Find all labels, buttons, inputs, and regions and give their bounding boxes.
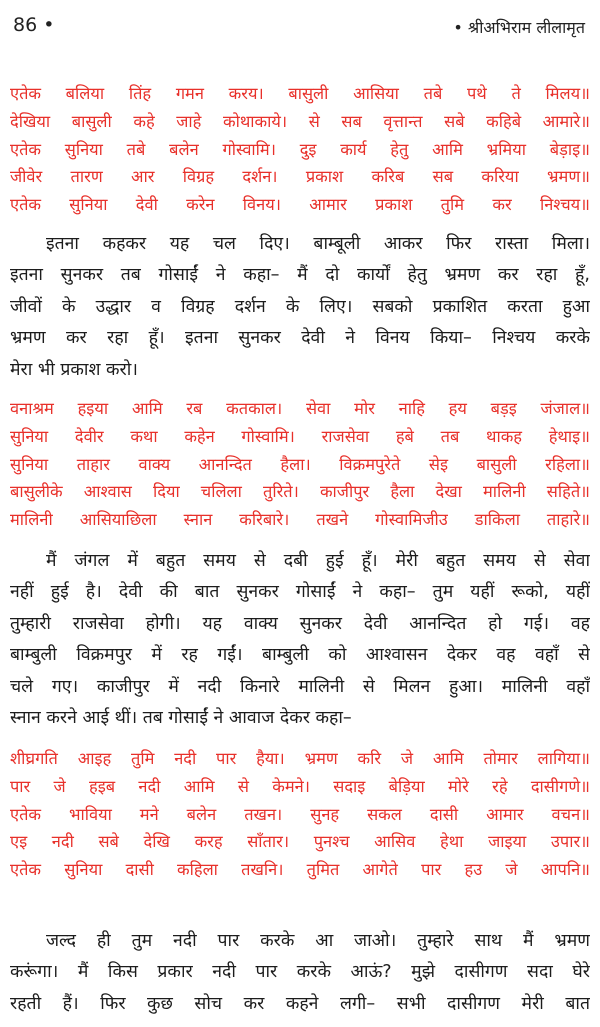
verse-line: शीघ्रगति आइह तुमि नदी पार हैया। भ्रमण करि जे आमि तोमार लागिया॥ <box>10 749 590 768</box>
verse-line: एतेक सुनिया दासी कहिला तखनि। तुमित आगेते पार हउ जे आपनि॥ <box>10 860 590 880</box>
prose-line: चले गए। काजीपुर में नदी किनारे मालिनी से मिलन हुआ। मालिनी वहाँ <box>10 676 590 697</box>
page-number: 86 • <box>13 14 55 36</box>
prose-line: जल्द ही तुम नदी पार करके आ जाओ। तुम्हारे साथ मैं भ्रमण <box>46 931 590 951</box>
prose-line: रहती हैं। फिर कुछ सोच कर कहने लगी– सभी दासीगण मेरी बात <box>10 993 590 1014</box>
page-header <box>0 0 600 44</box>
prose-line: इतना सुनकर तब गोसाईं ने कहा– मैं दो कार्यों हेतु भ्रमण कर रहा हूँ, <box>10 265 590 286</box>
verse-line: जीवेर तारण आर विग्रह दर्शन। प्रकाश करिब सब करिया भ्रमण॥ <box>10 167 590 187</box>
prose-paragraph-2 <box>10 546 590 734</box>
prose-line: तुम्हारी राजसेवा होगी। यह वाक्य सुनकर देवी आनन्दित हो गई। वह <box>10 613 590 634</box>
prose-line: मैं जंगल में बहुत समय से दबी हुई हूँ। मेरी बहुत समय से सेवा <box>46 551 590 571</box>
verse-line: बासुलीके आश्वास दिया चलिला तुरिते। काजीपुर हैला देखा मालिनी सहिते॥ <box>10 482 590 502</box>
prose-paragraph-3 <box>10 926 590 1020</box>
verse-block-2 <box>10 395 590 534</box>
verse-line: वनाश्रम हइया आमि रब कतकाल। सेवा मोर नाहि हय बड़इ जंजाल॥ <box>10 399 590 418</box>
verse-line: एतेक भाविया मने बलेन तखन। सुनह सकल दासी आमार वचन॥ <box>10 804 590 824</box>
prose-paragraph-1 <box>10 229 590 386</box>
verse-line: एइ नदी सबे देखि करह साँतार। पुनश्च आसिव हेथा जाइया उपार॥ <box>10 832 590 852</box>
verse-line: देखिया बासुली कहे जाहे कोथाकाये। से सब वृत्तान्त सबे कहिबे आमारे॥ <box>10 111 590 131</box>
prose-line: भ्रमण कर रहा हूँ। इतना सुनकर देवी ने विनय किया– निश्चय करके <box>10 328 590 349</box>
running-title: • श्रीअभिराम लीलामृत <box>453 18 585 37</box>
prose-line: मेरा भी प्रकाश करो। <box>10 359 138 380</box>
prose-line: इतना कहकर यह चल दिए। बाम्बूली आकर फिर रास्ता मिला। <box>46 234 590 254</box>
prose-line: करूंगा। मैं किस प्रकार नदी पार करके आऊं? मुझे दासीगण सदा घेरे <box>10 962 590 983</box>
verse-block-3 <box>10 745 590 884</box>
verse-line: एतेक सुनिया तबे बलेन गोस्वामि। दुइ कार्य हेतु आमि भ्रमिया बेड़ाइ॥ <box>10 139 590 159</box>
prose-line: जीवों के उद्धार व विग्रह दर्शन के लिए। सबको प्रकाशित करता हुआ <box>10 296 590 317</box>
verse-line: एतेक सुनिया देवी करेन विनय। आमार प्रकाश तुमि कर निश्चय॥ <box>10 195 590 215</box>
prose-line: स्नान करने आई थीं। तब गोसाईं ने आवाज देकर कहा– <box>10 707 352 728</box>
prose-line: नहीं हुई है। देवी की बात सुनकर गोसाईं ने कहा– तुम यहीं रूको, यहीं <box>10 582 590 603</box>
verse-line: सुनिया ताहार वाक्य आनन्दित हैला। विक्रमपुरेते सेइ बासुली रहिला॥ <box>10 454 590 474</box>
verse-block-1 <box>10 80 590 219</box>
verse-line: सुनिया देवीर कथा कहेन गोस्वामि। राजसेवा हबे तब थाकह हेथाइ॥ <box>10 426 590 446</box>
verse-line: पार जे हइब नदी आमि से केमने। सदाइ बेड़िया मोरे रहे दासीगणे॥ <box>10 776 590 796</box>
prose-line: बाम्बुली विक्रमपुर में रह गईं। बाम्बुली को आश्वासन देकर वह वहाँ से <box>10 645 590 666</box>
verse-line: मालिनी आसियाछिला स्नान करिबारे। तखने गोस्वामिजीउ डाकिला ताहारे॥ <box>10 510 590 530</box>
verse-line: एतेक बलिया तिंह गमन करय। बासुली आसिया तबे पथे ते मिलय॥ <box>10 84 590 103</box>
